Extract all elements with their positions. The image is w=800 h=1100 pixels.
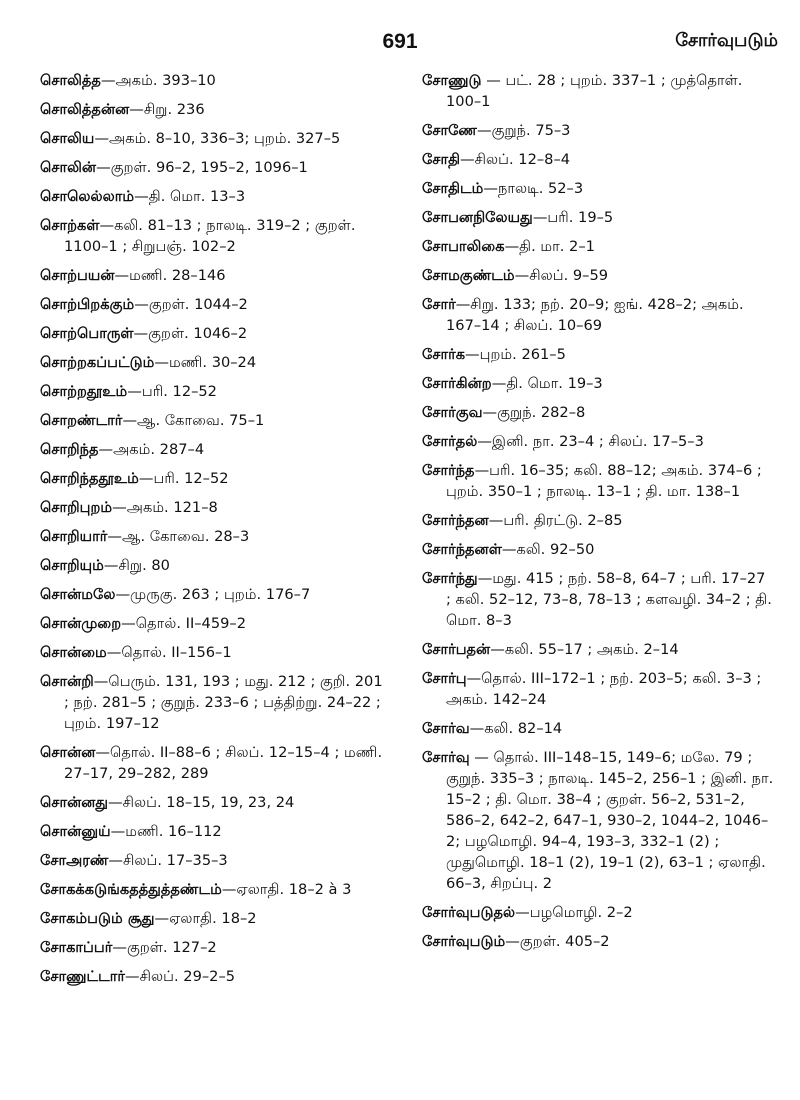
entry-headword: சோர்ந்தன [422, 512, 489, 529]
index-entry [422, 747, 774, 894]
entry-headword: சொற்கள் [40, 217, 100, 234]
entry-headword: சோர்குவ [422, 404, 483, 421]
index-entry [422, 207, 774, 228]
entry-references: —மணி. 16–112 [110, 823, 222, 840]
entry-references: —ஆ. கோவை. 75–1 [122, 412, 265, 429]
index-entry [40, 186, 392, 207]
entry-references: —தொல். II–156–1 [106, 644, 232, 661]
entry-headword: சோர்ந்து [422, 570, 478, 587]
entry-references: —பரி. திரட்டு. 2–85 [488, 512, 623, 529]
entry-references: —மது. 415 ; நற். 58–8, 64–7 ; பரி. 17–27 ; கலி. 52–12, 73–8, 78–13 ; களவழி. 34–2 ; தி. மொ. 8–3 [446, 570, 772, 629]
index-entry [422, 431, 774, 452]
entry-references: —முருகு. 263 ; புறம். 176–7 [115, 586, 311, 603]
entry-references: —பழமொழி. 2–2 [515, 904, 633, 921]
index-entry [40, 157, 392, 178]
entry-references: —தி. மொ. 13–3 [134, 188, 246, 205]
entry-references: —தொல். II–459–2 [121, 615, 246, 632]
index-entry [40, 966, 392, 987]
entry-references: —அகம். 8–10, 336–3; புறம். 327–5 [94, 130, 341, 147]
entry-headword: சோகம்படும் சூது [40, 910, 155, 927]
entry-headword: சொற்றகப்பட்டும் [40, 354, 155, 371]
entry-references: —ஏலாதி. 18–2 [154, 910, 257, 927]
index-entry [422, 460, 774, 502]
entry-headword: சோணுட்டார் [40, 968, 126, 985]
index-entry [40, 215, 392, 257]
index-entry [40, 294, 392, 315]
entry-references: —சிலப். 17–35–3 [108, 852, 228, 869]
entry-references: —பரி. 12–52 [127, 383, 217, 400]
entry-headword: சொறிந்த [40, 441, 99, 458]
index-entry [40, 821, 392, 842]
index-entry [40, 381, 392, 402]
index-entry [422, 70, 774, 112]
entry-headword: சொலித்த [40, 72, 101, 89]
entry-headword: சோர்ந்த [422, 462, 475, 479]
entry-references: —மணி. 28–146 [114, 267, 226, 284]
entry-headword: சோர்பதன் [422, 641, 491, 658]
entry-references: —குறள். 405–2 [505, 933, 610, 950]
entry-headword: சோர்வுபடுதல் [422, 904, 516, 921]
entry-headword: சொற்றதூஉம் [40, 383, 128, 400]
entry-references: —சிறு. 236 [129, 101, 205, 118]
index-entry [40, 410, 392, 431]
index-entry [40, 642, 392, 663]
index-entry [40, 742, 392, 784]
entry-headword: சொற்பயன் [40, 267, 115, 284]
entry-headword: சொறண்டார் [40, 412, 123, 429]
index-entry [422, 902, 774, 923]
entry-headword: சோமகுண்டம் [422, 267, 515, 284]
index-entry [422, 402, 774, 423]
entry-headword: சோர்க [422, 346, 466, 363]
index-entry [40, 497, 392, 518]
entry-headword: சோர்ந்தனள் [422, 541, 502, 558]
entry-headword: சோபனநிலேயது [422, 209, 533, 226]
index-entry [422, 120, 774, 141]
entry-references: —குறள். 1046–2 [133, 325, 248, 342]
entry-headword: சோர்பு [422, 670, 467, 687]
entry-references: —தொல். III–172–1 ; நற். 203–5; கலி. 3–3 ; அகம். 142–24 [446, 670, 762, 708]
entry-headword: சொற்பிறக்கும் [40, 296, 135, 313]
entry-references: —குறுந். 282–8 [482, 404, 586, 421]
entry-references: —பரி. 16–35; கலி. 88–12; அகம். 374–6 ; புறம். 350–1 ; நாலடி. 13–1 ; தி. மா. 138–1 [446, 462, 762, 500]
entry-headword: சொறிந்ததூஉம் [40, 470, 139, 487]
entry-references: —பெரும். 131, 193 ; மது. 212 ; குறி. 201 ; நற். 281–5 ; குறுந். 233–6 ; பத்திற்று. 24–22 ; புறம். 197–12 [64, 673, 383, 732]
index-entry [422, 344, 774, 365]
entry-references: —புறம். 261–5 [465, 346, 566, 363]
entry-headword: சோர்தல் [422, 433, 478, 450]
index-entry [422, 718, 774, 739]
entry-headword: சொலெல்லாம் [40, 188, 135, 205]
left-column [40, 70, 392, 995]
entry-references: —குறுந். 75–3 [477, 122, 571, 139]
index-entry [422, 178, 774, 199]
entry-references: —பரி. 19–5 [532, 209, 614, 226]
entry-headword: சோணே [422, 122, 477, 139]
entry-headword: சோணுடு [422, 72, 482, 89]
right-column [422, 70, 774, 960]
entry-headword: சோகக்கடுங்கதத்துத்தண்டம் [40, 881, 222, 898]
entry-references: —நாலடி. 52–3 [483, 180, 584, 197]
entry-references: —சிலப். 9–59 [514, 267, 609, 284]
running-head: சோர்வுபடும் [675, 30, 778, 51]
entry-references: —கலி. 82–14 [469, 720, 563, 737]
entry-references: —அகம். 287–4 [98, 441, 205, 458]
entry-references: —அகம். 393–10 [100, 72, 216, 89]
index-entry [422, 236, 774, 257]
index-entry [40, 526, 392, 547]
entry-references: —சிலப். 18–15, 19, 23, 24 [108, 794, 295, 811]
entry-headword: சோதிடம் [422, 180, 484, 197]
entry-references: —சிறு. 133; நற். 20–9; ஐங். 428–2; அகம். 167–14 ; சிலப். 10–69 [446, 296, 744, 334]
entry-headword: சொன்றி [40, 673, 94, 690]
index-entry [422, 539, 774, 560]
entry-references: —குறள். 1044–2 [134, 296, 248, 313]
entry-references: —சிறு. 80 [103, 557, 170, 574]
entry-headword: சொன்ன [40, 744, 96, 761]
index-entry [40, 323, 392, 344]
entry-headword: சொறியார் [40, 528, 108, 545]
index-entry [422, 568, 774, 631]
index-entry [40, 555, 392, 576]
entry-headword: சோர் [422, 296, 456, 313]
entry-references: — பட். 28 ; புறம். 337–1 ; முத்தொள். 100–1 [446, 72, 743, 110]
entry-references: —கலி. 55–17 ; அகம். 2–14 [490, 641, 679, 658]
entry-headword: சோர்வ [422, 720, 470, 737]
page-number: 691 [382, 30, 418, 53]
entry-headword: சொற்பொருள் [40, 325, 134, 342]
entry-headword: சோதி [422, 151, 461, 168]
entry-headword: சொன்மலே [40, 586, 116, 603]
entry-references: —தி. மொ. 19–3 [491, 375, 603, 392]
entry-references: —குறள். 96–2, 195–2, 1096–1 [96, 159, 308, 176]
index-entry [40, 937, 392, 958]
entry-headword: சொன்னுய் [40, 823, 111, 840]
entry-references: —ஏலாதி. 18–2 à 3 [221, 881, 352, 898]
index-entry [422, 265, 774, 286]
entry-headword: சொலிய [40, 130, 95, 147]
index-entry [40, 128, 392, 149]
entry-references: — தொல். III–148–15, 149–6; மலே. 79 ; குறுந். 335–3 ; நாலடி. 145–2, 256–1 ; இனி. நா. 15–2 ; தி. மொ. 38–4 ; குறள். 56–2, 531–2, 586–2, 642–2, 647–1, 930–2, 1044–2, 1046–2; பழமொழி. 94–4, 193–3, 332–1 (2) ; முதுமொழி. 18–1 (2), 19–1 (2), 63–1 ; ஏலாதி. 66–3, சிறப்பு. 2 [446, 749, 774, 892]
entry-headword: சோர்கின்ற [422, 375, 492, 392]
entry-headword: சோர்வுபடும் [422, 933, 506, 950]
entry-headword: சோபாலிகை [422, 238, 505, 255]
index-entry [40, 613, 392, 634]
index-entry [40, 265, 392, 286]
entry-references: —பரி. 12–52 [138, 470, 229, 487]
index-entry [40, 99, 392, 120]
entry-references: —சிலப். 12–8–4 [460, 151, 571, 168]
index-entry [40, 879, 392, 900]
index-entry [422, 639, 774, 660]
entry-references: —தொல். II–88–6 ; சிலப். 12–15–4 ; மணி. 27–17, 29–282, 289 [64, 744, 383, 782]
entry-references: —குறள். 127–2 [112, 939, 217, 956]
index-entry [422, 149, 774, 170]
index-entry [422, 294, 774, 336]
index-entry [422, 668, 774, 710]
entry-references: —கலி. 92–50 [501, 541, 595, 558]
index-entry [40, 850, 392, 871]
index-entry [422, 931, 774, 952]
entry-headword: சொலித்தன்ன [40, 101, 130, 118]
entry-headword: சொறிபுறம் [40, 499, 113, 516]
entry-headword: சோகாப்பர் [40, 939, 113, 956]
entry-headword: சொன்முறை [40, 615, 122, 632]
entry-headword: சொன்னது [40, 794, 109, 811]
index-entry [40, 671, 392, 734]
index-entry [40, 792, 392, 813]
index-entry [40, 439, 392, 460]
index-entry [40, 70, 392, 91]
entry-headword: சொன்மை [40, 644, 107, 661]
index-entry [40, 352, 392, 373]
entry-references: —தி. மா. 2–1 [504, 238, 595, 255]
index-entry [422, 373, 774, 394]
entry-headword: சொறியும் [40, 557, 104, 574]
index-entry [40, 908, 392, 929]
entry-headword: சோர்வு [422, 749, 470, 766]
entry-references: —கலி. 81–13 ; நாலடி. 319–2 ; குறள். 1100–1 ; சிறுபஞ். 102–2 [64, 217, 356, 255]
entry-references: —அகம். 121–8 [112, 499, 218, 516]
entry-references: —சிலப். 29–2–5 [125, 968, 236, 985]
entry-references: —மணி. 30–24 [154, 354, 257, 371]
entry-references: —இனி. நா. 23–4 ; சிலப். 17–5–3 [477, 433, 704, 450]
entry-headword: சொலின் [40, 159, 97, 176]
index-entry [422, 510, 774, 531]
entry-references: —ஆ. கோவை. 28–3 [107, 528, 250, 545]
index-entry [40, 468, 392, 489]
entry-headword: சோஅரண் [40, 852, 109, 869]
index-entry [40, 584, 392, 605]
